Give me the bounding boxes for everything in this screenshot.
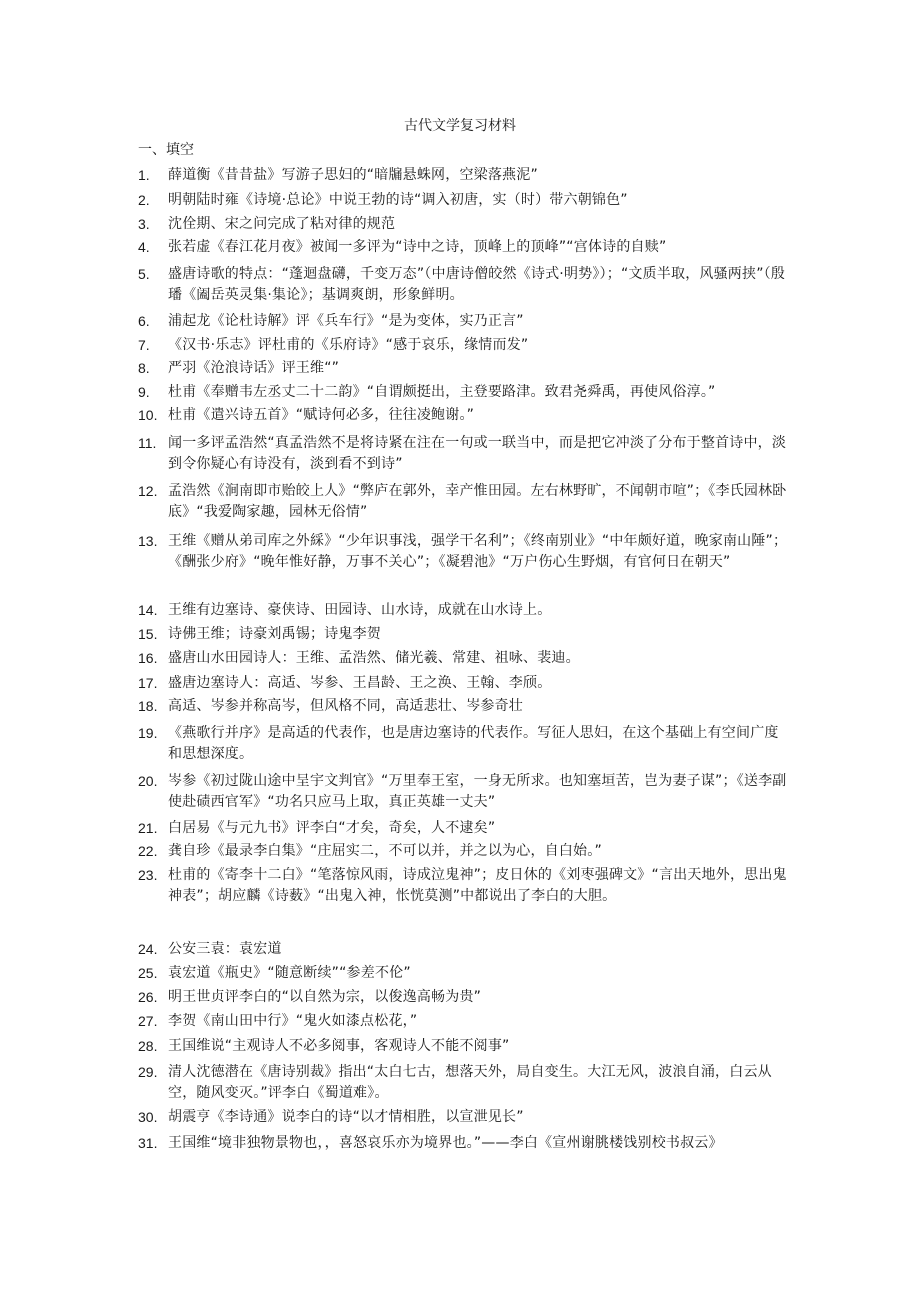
- item-number: 25.: [138, 965, 158, 981]
- item-number: 27.: [138, 1013, 158, 1029]
- document-title: 古代文学复习材料: [404, 118, 516, 134]
- list-item: [138, 939, 788, 960]
- item-text: 明朝陆时雍《诗境·总论》中说王勃的诗“调入初唐，实（时）带六朝锦色”: [168, 192, 628, 208]
- section-heading: 一、填空: [138, 142, 194, 158]
- item-text: 《燕歌行并序》是高适的代表作，也是唐边塞诗的代表作。写征人思妇，在这个基础上有空间广度和思想深度。: [168, 725, 779, 762]
- item-text: 孟浩然《涧南即市贻皎上人》“弊庐在郭外，幸产惟田园。左右林野旷，不闻朝市喧”；《李氏园林卧底》“我爱陶家趣，园林无俗情”: [168, 483, 787, 520]
- item-text: 王维有边塞诗、豪侠诗、田园诗、山水诗，成就在山水诗上。: [168, 602, 552, 618]
- item-text: 岑参《初过陇山途中呈宇文判官》“万里奉王室，一身无所求。也知塞垣苦，岂为妻子谋”；《送李副使赴碛西官军》“功名只应马上取，真正英雄一丈夫”: [168, 773, 787, 810]
- item-number: 12.: [138, 483, 158, 499]
- item-number: 16.: [138, 650, 158, 666]
- item-text: 闻一多评孟浩然“真孟浩然不是将诗紧在注在一句或一联当中，而是把它冲淡了分布于整首诗中，淡到令你疑心有诗没有，淡到看不到诗”: [168, 435, 787, 472]
- item-number: 18.: [138, 698, 158, 714]
- list-item: [138, 405, 788, 426]
- item-number: 24.: [138, 941, 158, 957]
- item-number: 9.: [138, 384, 150, 400]
- item-number: 8.: [138, 360, 150, 376]
- item-number: 31.: [138, 1135, 158, 1151]
- item-number: 21.: [138, 820, 158, 836]
- item-number: 14.: [138, 602, 158, 618]
- list-item: [138, 723, 788, 765]
- item-number: 30.: [138, 1109, 158, 1125]
- item-text: 浦起龙《论杜诗解》评《兵车行》“是为变体，实乃正言”: [168, 313, 524, 329]
- item-number: 7.: [138, 337, 150, 353]
- list-item: [138, 673, 788, 694]
- item-number: 17.: [138, 675, 158, 691]
- item-number: 10.: [138, 407, 158, 423]
- list-item: [138, 264, 788, 306]
- list-item: [138, 818, 788, 839]
- list-item: [138, 165, 788, 186]
- item-number: 20.: [138, 773, 158, 789]
- item-text: 王维《赠从弟司库之外綵》“少年识事浅，强学干名利”；《终南别业》“中年颇好道，晚家南山陲”；《酬张少府》“晚年惟好静，万事不关心”；《凝碧池》“万户伤心生野烟，有官何日在朝天”: [168, 533, 788, 570]
- list-item: [138, 771, 788, 813]
- item-number: 29.: [138, 1064, 158, 1080]
- item-text: 严羽《沧浪诗话》评王维“”: [168, 360, 340, 376]
- list-item: [138, 1036, 788, 1057]
- list-item: [138, 1062, 788, 1104]
- item-number: 19.: [138, 725, 158, 741]
- item-text: 袁宏道《瓶史》“随意断续”“参差不伦”: [168, 965, 411, 981]
- item-text: 盛唐山水田园诗人：王维、孟浩然、储光羲、常建、祖咏、裴迪。: [168, 650, 580, 666]
- list-item: [138, 311, 788, 332]
- item-text: 胡震亨《李诗通》说李白的诗“以才情相胜，以宣泄见长”: [168, 1109, 524, 1125]
- list-item: [138, 600, 788, 621]
- item-text: 杜甫的《寄李十二白》“笔落惊风雨，诗成泣鬼神”；皮日休的《刘枣强碑文》“言出天地外，思出鬼神表”；胡应麟《诗薮》“出鬼入神，怅恍莫测”中都说出了李白的大胆。: [168, 867, 787, 904]
- list-item: [138, 335, 788, 356]
- list-item: [138, 433, 788, 475]
- list-item: [138, 648, 788, 669]
- item-number: 6.: [138, 313, 150, 329]
- list-item: [138, 1133, 788, 1154]
- item-text: 明王世贞评李白的“以自然为宗，以俊逸高畅为贵”: [168, 989, 482, 1005]
- item-text: 王国维“境非独物景物也，，喜怒哀乐亦为境界也。”——李白《宣州谢朓楼饯别校书叔云》: [168, 1135, 723, 1151]
- item-text: 龚自珍《最录李白集》“庄屈实二，不可以并，并之以为心，自白始。”: [168, 843, 602, 859]
- list-item: [138, 358, 788, 379]
- item-number: 23.: [138, 867, 158, 883]
- item-text: 张若虚《春江花月夜》被闻一多评为“诗中之诗，顶峰上的顶峰”“宫体诗的自赎”: [168, 239, 667, 255]
- item-number: 11.: [138, 435, 157, 451]
- item-text: 《汉书·乐志》评杜甫的《乐府诗》“感于哀乐，缘情而发”: [168, 337, 529, 353]
- list-item: [138, 987, 788, 1008]
- item-number: 2.: [138, 192, 150, 208]
- item-number: 26.: [138, 989, 158, 1005]
- item-number: 1.: [138, 167, 150, 183]
- item-number: 28.: [138, 1038, 158, 1054]
- list-item: [138, 237, 788, 258]
- list-item: [138, 214, 788, 235]
- list-item: [138, 1107, 788, 1128]
- list-item: [138, 963, 788, 984]
- item-text: 诗佛王维；诗豪刘禹锡；诗鬼李贺: [168, 626, 381, 642]
- list-item: [138, 624, 788, 645]
- item-text: 公安三袁：袁宏道: [168, 941, 282, 957]
- item-text: 盛唐边塞诗人：高适、岑参、王昌龄、王之涣、王翰、李颀。: [168, 675, 552, 691]
- item-text: 李贺《南山田中行》“鬼火如漆点松花，”: [168, 1013, 418, 1029]
- list-item: [138, 531, 788, 573]
- item-text: 王国维说“主观诗人不必多阅事，客观诗人不能不阅事”: [168, 1038, 510, 1054]
- item-number: 5.: [138, 266, 150, 282]
- item-number: 4.: [138, 239, 150, 255]
- item-text: 盛唐诗歌的特点：“蓬迴盘礴，千变万态”（中唐诗僧皎然《诗式·明势》）；“文质半取，风骚两挟”（殷璠《阖岳英灵集·集论》；基调爽朗，形象鲜明。: [168, 266, 786, 303]
- item-text: 沈佺期、宋之问完成了粘对律的规范: [168, 216, 396, 232]
- item-number: 3.: [138, 216, 150, 232]
- item-text: 薛道衡《昔昔盐》写游子思妇的“暗牖悬蛛网，空梁落燕泥”: [168, 167, 538, 183]
- item-number: 22.: [138, 843, 158, 859]
- list-item: [138, 481, 788, 523]
- item-text: 杜甫《奉赠韦左丞丈二十二韵》“自谓颇挺出，主登要路津。致君尧舜禹，再使风俗淳。”: [168, 384, 716, 400]
- item-number: 13.: [138, 533, 158, 549]
- item-number: 15.: [138, 626, 158, 642]
- list-item: [138, 865, 788, 907]
- list-item: [138, 382, 788, 403]
- list-item: [138, 696, 788, 717]
- list-item: [138, 1011, 788, 1032]
- item-text: 白居易《与元九书》评李白“才矣，奇矣，人不逮矣”: [168, 820, 496, 836]
- item-text: 高适、岑参并称高岑，但风格不同，高适悲壮、岑参奇壮: [168, 698, 523, 714]
- item-text: 清人沈德潜在《唐诗别裁》指出“太白七古，想落天外，局自变生。大江无风，波浪自涌，白云从空，随风变灭。”评李白《蜀道难》。: [168, 1064, 772, 1101]
- list-item: [138, 841, 788, 862]
- list-item: [138, 190, 788, 211]
- item-text: 杜甫《遣兴诗五首》“赋诗何必多，往往凌鲍谢。”: [168, 407, 475, 423]
